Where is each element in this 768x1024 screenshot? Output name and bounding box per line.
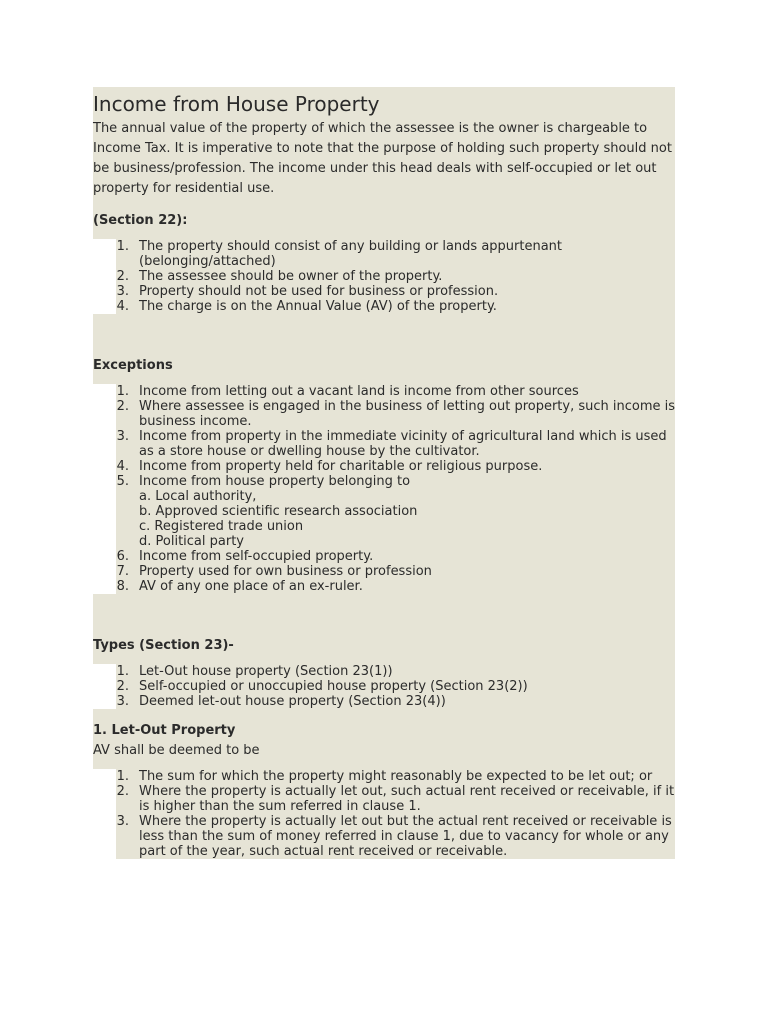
types-list	[116, 664, 675, 709]
letout-heading: 1. Let-Out Property	[93, 723, 236, 738]
types-list-block	[116, 664, 675, 709]
exceptions-heading: Exceptions	[93, 358, 173, 373]
section22-list	[116, 239, 675, 314]
letout-list	[116, 769, 675, 859]
list-item: 2. The assessee should be owner of the property.	[116, 269, 443, 284]
types-block	[93, 594, 675, 664]
list-item: 2. Where the property is actually let out, such actual rent received or receivable, if it is higher than the sum referred in clause 1.	[116, 784, 675, 814]
letout-intro: AV shall be deemed to be	[93, 743, 260, 758]
sub-item: a. Local authority,	[139, 489, 257, 504]
list-item: 5. Income from house property belonging to a. Local authority, b. Approved scientific research association c. Registered trade union d. Political party	[116, 474, 675, 549]
letout-block	[93, 709, 675, 769]
list-item: 6. Income from self-occupied property.	[116, 549, 374, 564]
list-item: 1. The sum for which the property might reasonably be expected to be let out; or	[116, 769, 653, 784]
letout-list-block	[116, 769, 675, 859]
title-block	[93, 87, 675, 239]
list-item: 7. Property used for own business or profession	[116, 564, 432, 579]
list-item: 2. Where assessee is engaged in the business of letting out property, such income is business income.	[116, 399, 676, 429]
section22-list-block	[116, 239, 675, 314]
list-item: 1. Income from letting out a vacant land is income from other sources	[116, 384, 579, 399]
list-item: 2. Self-occupied or unoccupied house property (Section 23(2))	[116, 679, 528, 694]
list-item: 3. Where the property is actually let out but the actual rent received or receivable is less than the sum of money referred in clause 1, due to vacancy for whole or any part of the year, such actual rent received or receivable.	[116, 814, 672, 859]
list-item: 3. Property should not be used for business or profession.	[116, 284, 499, 299]
intro-paragraph: The annual value of the property of which the assessee is the owner is chargeable to Income Tax. It is imperative to note that the purpose of holding such property should not be business/profession. The income under this head deals with self-occupied or let out property for residential use.	[93, 121, 672, 196]
sub-item: d. Political party	[139, 534, 244, 549]
list-item: 4. Income from property held for charitable or religious purpose.	[116, 459, 543, 474]
list-item: 3. Deemed let-out house property (Section 23(4))	[116, 694, 446, 709]
list-item: 3. Income from property in the immediate vicinity of agricultural land which is used as a store house or dwelling house by the cultivator.	[116, 429, 667, 459]
document	[93, 87, 675, 859]
list-item: 8. AV of any one place of an ex-ruler.	[116, 579, 363, 594]
exceptions-list	[116, 384, 675, 594]
exceptions-block	[93, 314, 675, 384]
sub-item: c. Registered trade union	[139, 519, 304, 534]
list-item: 4. The charge is on the Annual Value (AV) of the property.	[116, 299, 497, 314]
section22-heading: (Section 22):	[93, 213, 188, 228]
list-item: 1. The property should consist of any building or lands appurtenant (belonging/attached)	[116, 239, 563, 269]
types-heading: Types (Section 23)-	[93, 638, 234, 653]
list-item: 1. Let-Out house property (Section 23(1))	[116, 664, 393, 679]
exceptions-list-block	[116, 384, 675, 594]
page-title: Income from House Property	[93, 92, 380, 116]
sub-item: b. Approved scientific research association	[139, 504, 418, 519]
